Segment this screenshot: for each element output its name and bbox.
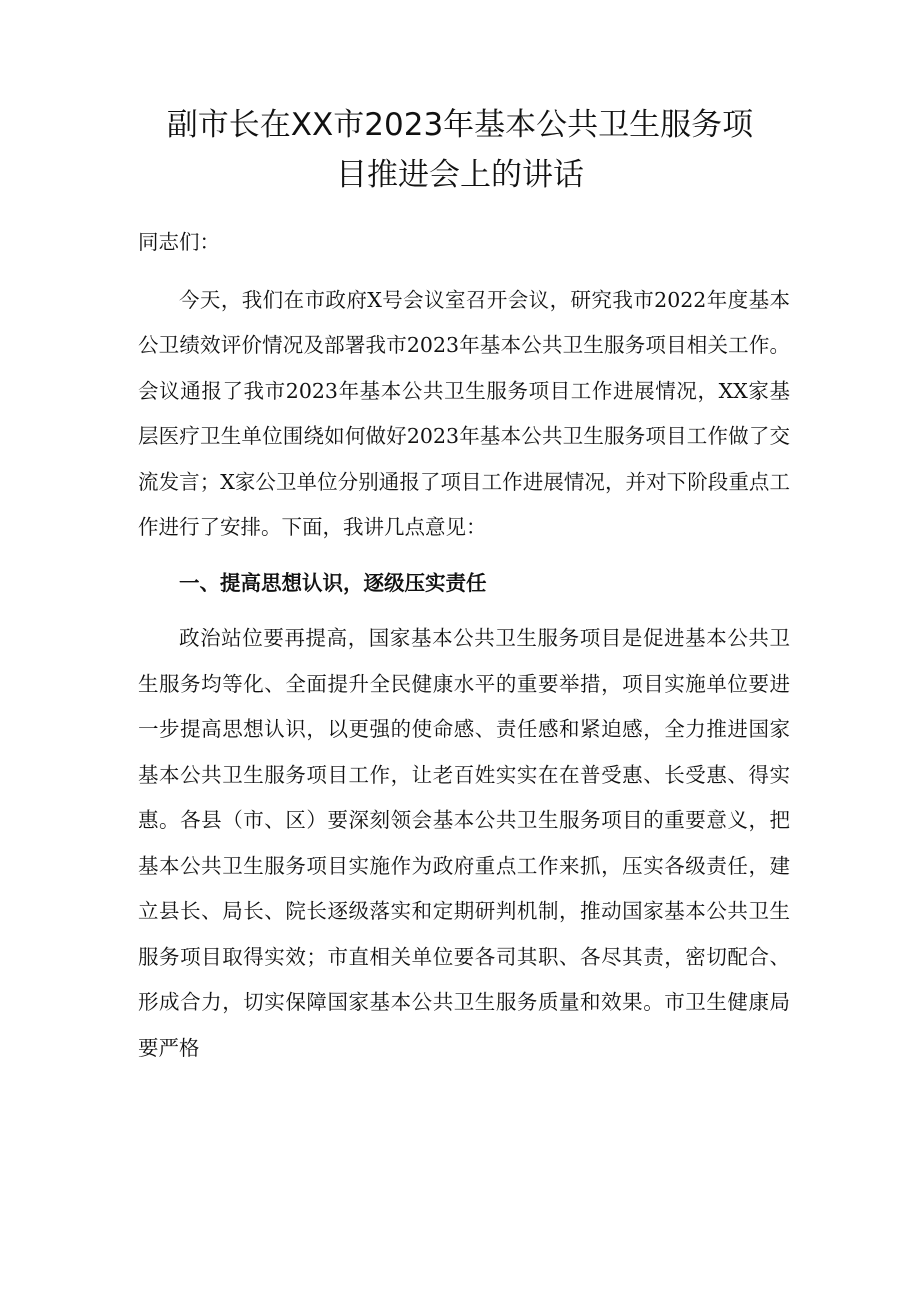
title-line-1: 副市长在XX市2023年基本公共卫生服务项 <box>166 107 754 143</box>
paragraph-opening: 今天，我们在市政府X号会议室召开会议，研究我市2022年度基本公卫绩效评价情况及部署我市2023年基本公共卫生服务项目相关工作。会议通报了我市2023年基本公共卫生服务项目工作进展情况，XX家基层医疗卫生单位围绕如何做好2023年基本公共卫生服务项目工作做了交流发言；X家公卫单位分别通报了项目工作进展情况，并对下阶段重点工作进行了安排。下面，我讲几点意见： <box>138 287 790 539</box>
document-title <box>120 100 800 200</box>
paragraph-section-1: 政治站位要再提高，国家基本公共卫生服务项目是促进基本公共卫生服务均等化、全面提升全民健康水平的重要举措，项目实施单位要进一步提高思想认识，以更强的使命感、责任感和紧迫感，全力推进国家基本公共卫生服务项目工作，让老百姓实实在在普受惠、长受惠、得实惠。各县（市、区）要深刻领会基本公共卫生服务项目的重要意义，把基本公共卫生服务项目实施作为政府重点工作来抓，压实各级责任，建立县长、局长、院长逐级落实和定期研判机制，推动国家基本公共卫生服务项目取得实效；市直相关单位要各司其职、各尽其责，密切配合、形成合力，切实保障国家基本公共卫生服务质量和效果。市卫生健康局要严格 <box>138 626 790 1060</box>
salutation: 同志们： <box>138 230 220 254</box>
title-line-2: 目推进会上的讲话 <box>336 157 584 193</box>
document-body <box>138 220 790 1071</box>
section-heading-1: 一、提高思想认识，逐级压实责任 <box>179 570 487 595</box>
